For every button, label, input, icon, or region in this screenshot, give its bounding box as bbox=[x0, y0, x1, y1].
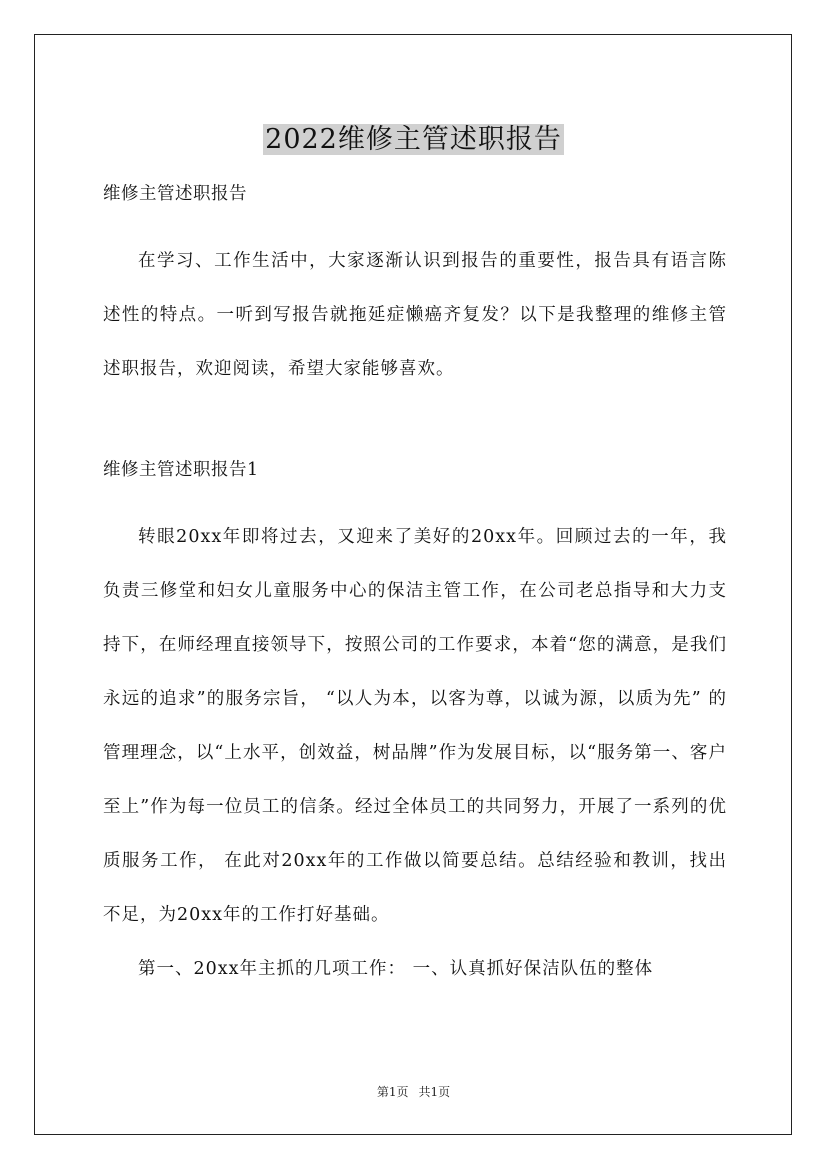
document-title-text: 2022维修主管述职报告 bbox=[265, 124, 562, 156]
section-heading: 维修主管述职报告1 bbox=[103, 460, 259, 480]
intro-paragraph: 在学习、工作生活中，大家逐渐认识到报告的重要性，报告具有语言陈述性的特点。一听到写报告就拖延症懒癌齐复发？以下是我整理的维修主管述职报告，欢迎阅读，希望大家能够喜欢。 bbox=[103, 251, 727, 379]
page-number: 第1页 bbox=[376, 1085, 409, 1099]
last-paragraph: 第一、20xx年主抓的几项工作： 一、认真抓好保洁队伍的整体 bbox=[138, 959, 654, 979]
spacer bbox=[103, 492, 727, 510]
document-title bbox=[0, 121, 827, 159]
spacer bbox=[103, 216, 727, 234]
spacer bbox=[103, 396, 727, 448]
page-footer bbox=[0, 1083, 827, 1101]
page-total: 共1页 bbox=[418, 1085, 451, 1099]
body-paragraph: 转眼20xx年即将过去，又迎来了美好的20xx年。回顾过去的一年，我负责三修堂和妇女儿童服务中心的保洁主管工作，在公司老总指导和大力支持下，在师经理直接领导下，按照公司的工作要求，本着“您的满意，是我们永远的追求”的服务宗旨， “以人为本，以客为尊，以诚为源，以质为先” 的管理理念，以“上水平，创效益，树品牌”作为发展目标，以“服务第一、客户至上”作为每一位员工的信条。经过全体员工的共同努力，开展了一系列的优质服务工作， 在此对20xx年的工作做以简要总结。总结经验和教训，找出不足，为20xx年的工作打好基础。 bbox=[103, 527, 727, 925]
document-body bbox=[103, 172, 727, 996]
document-subtitle: 维修主管述职报告 bbox=[103, 184, 247, 204]
